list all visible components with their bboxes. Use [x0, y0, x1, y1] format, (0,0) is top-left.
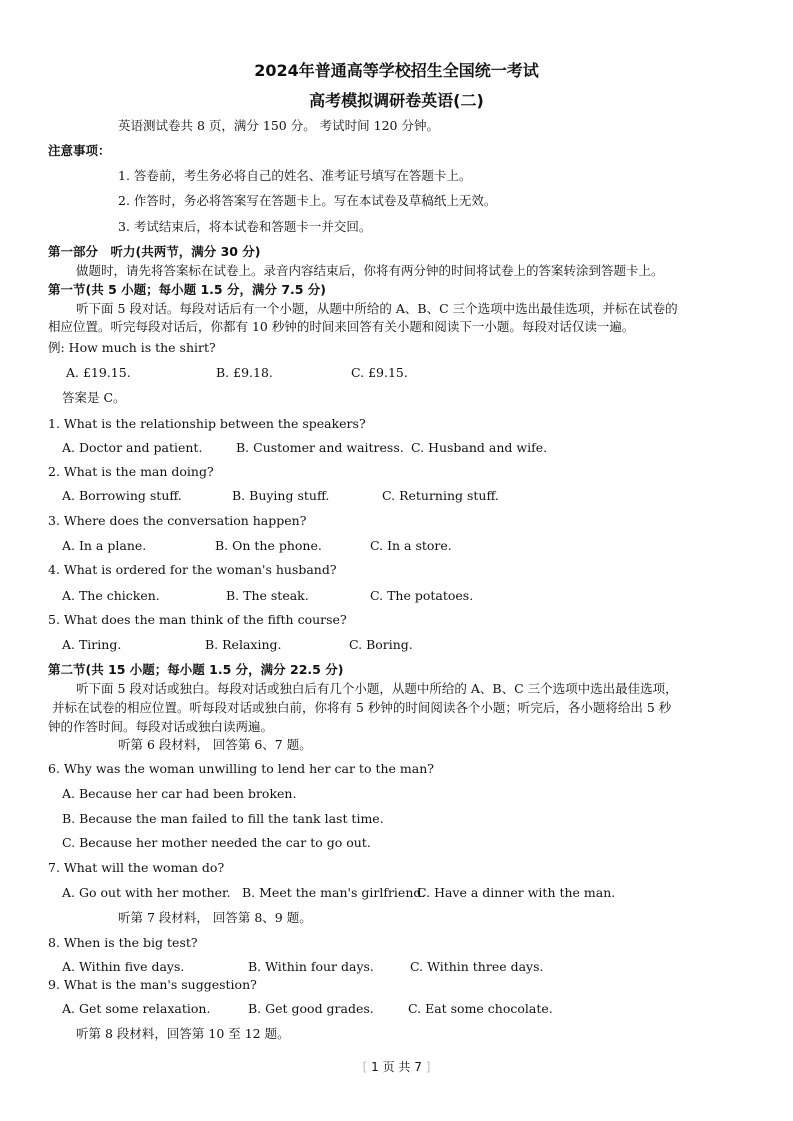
notes-heading: 注意事项：	[48, 143, 111, 158]
q6-option-a: A. Because her car had been broken.	[62, 786, 297, 801]
question-1: 1. What is the relationship between the speakers?	[48, 416, 366, 431]
section2-instruction-1: 听下面 5 段对话或独白。每段对话或独白后有几个小题，从题中所给的 A、B、C 三个选项中选出最佳选项，	[76, 681, 678, 696]
q6-option-c: C. Because her mother needed the car to go out.	[62, 835, 371, 850]
section2-instruction-3: 钟的作答时间。每段对话或独白读两遍。	[48, 719, 274, 734]
q3-option-c: C. In a store.	[370, 538, 452, 553]
section1-instruction-2: 相应位置。听完每段对话后，你都有 10 秒钟的时间来回答有关小题和阅读下一小题。每段对话仅读一遍。	[48, 319, 635, 334]
question-3: 3. Where does the conversation happen?	[48, 513, 307, 528]
question-5: 5. What does the man think of the fifth course?	[48, 612, 347, 627]
q1-option-a: A. Doctor and patient.	[62, 440, 203, 455]
q9-option-b: B. Get good grades.	[248, 1001, 374, 1016]
footer-bracket-open: [	[362, 1060, 368, 1074]
question-4: 4. What is ordered for the woman's husband?	[48, 562, 337, 577]
page-number: 1 页 共 7	[371, 1060, 422, 1074]
material-8-label: 听第 8 段材料，回答第 10 至 12 题。	[76, 1026, 290, 1041]
question-6: 6. Why was the woman unwilling to lend her car to the man?	[48, 761, 434, 776]
q8-option-a: A. Within five days.	[62, 959, 185, 974]
section2-instruction-2: 并标在试卷的相应位置。听每段对话或独白前，你将有 5 秒钟的时间阅读各个小题；听完后，各小题将给出 5 秒	[52, 700, 672, 715]
q4-option-b: B. The steak.	[226, 588, 309, 603]
note-item-3: 3. 考试结束后，将本试卷和答题卡一并交回。	[118, 219, 372, 234]
question-9: 9. What is the man's suggestion?	[48, 977, 257, 992]
section1-instruction-1: 听下面 5 段对话。每段对话后有一个小题，从题中所给的 A、B、C 三个选项中选出最佳选项，并标在试卷的	[76, 301, 678, 316]
example-answer: 答案是 C。	[62, 390, 126, 405]
q5-option-b: B. Relaxing.	[205, 637, 282, 652]
part1-instruction: 做题时，请先将答案标在试卷上。录音内容结束后，你将有两分钟的时间将试卷上的答案转涂到答题卡上。	[76, 263, 664, 278]
intro-text: 英语测试卷共 8 页，满分 150 分。 考试时间 120 分钟。	[118, 118, 439, 133]
q8-option-b: B. Within four days.	[248, 959, 374, 974]
example-option-b: B. £9.18.	[216, 365, 273, 380]
example-question: 例: How much is the shirt?	[48, 340, 216, 355]
material-6-label: 听第 6 段材料， 回答第 6、7 题。	[118, 737, 312, 752]
section1-heading: 第一节(共 5 小题；每小题 1.5 分，满分 7.5 分)	[48, 282, 327, 297]
question-2: 2. What is the man doing?	[48, 464, 214, 479]
footer-bracket-close: ]	[425, 1060, 431, 1074]
page-footer	[0, 1058, 793, 1075]
note-item-2: 2. 作答时，务必将答案写在答题卡上。写在本试卷及草稿纸上无效。	[118, 193, 497, 208]
example-option-c: C. £9.15.	[351, 365, 408, 380]
q8-option-c: C. Within three days.	[410, 959, 544, 974]
example-option-a: A. £19.15.	[66, 365, 131, 380]
q2-option-c: C. Returning stuff.	[382, 488, 499, 503]
q9-option-a: A. Get some relaxation.	[62, 1001, 211, 1016]
q6-option-b: B. Because the man failed to fill the tank last time.	[62, 811, 384, 826]
q7-option-c: C. Have a dinner with the man.	[417, 885, 616, 900]
q9-option-c: C. Eat some chocolate.	[408, 1001, 553, 1016]
material-7-label: 听第 7 段材料， 回答第 8、9 题。	[118, 910, 312, 925]
q2-option-a: A. Borrowing stuff.	[62, 488, 182, 503]
q7-option-b: B. Meet the man's girlfriend.	[242, 885, 426, 900]
q3-option-b: B. On the phone.	[215, 538, 322, 553]
exam-title: 2024年普通高等学校招生全国统一考试	[254, 61, 539, 80]
question-8: 8. When is the big test?	[48, 935, 198, 950]
q1-option-b: B. Customer and waitress.	[236, 440, 404, 455]
q5-option-c: C. Boring.	[349, 637, 413, 652]
question-7: 7. What will the woman do?	[48, 860, 225, 875]
exam-subtitle: 高考模拟调研卷英语(二)	[309, 91, 484, 110]
q7-option-a: A. Go out with her mother.	[62, 885, 231, 900]
q3-option-a: A. In a plane.	[62, 538, 147, 553]
note-item-1: 1. 答卷前，考生务必将自己的姓名、准考证号填写在答题卡上。	[118, 168, 472, 183]
q4-option-c: C. The potatoes.	[370, 588, 474, 603]
q1-option-c: C. Husband and wife.	[411, 440, 548, 455]
q2-option-b: B. Buying stuff.	[232, 488, 330, 503]
part1-heading: 第一部分 听力(共两节，满分 30 分)	[48, 244, 261, 259]
q5-option-a: A. Tiring.	[62, 637, 122, 652]
section2-heading: 第二节(共 15 小题；每小题 1.5 分，满分 22.5 分)	[48, 662, 344, 677]
q4-option-a: A. The chicken.	[62, 588, 160, 603]
